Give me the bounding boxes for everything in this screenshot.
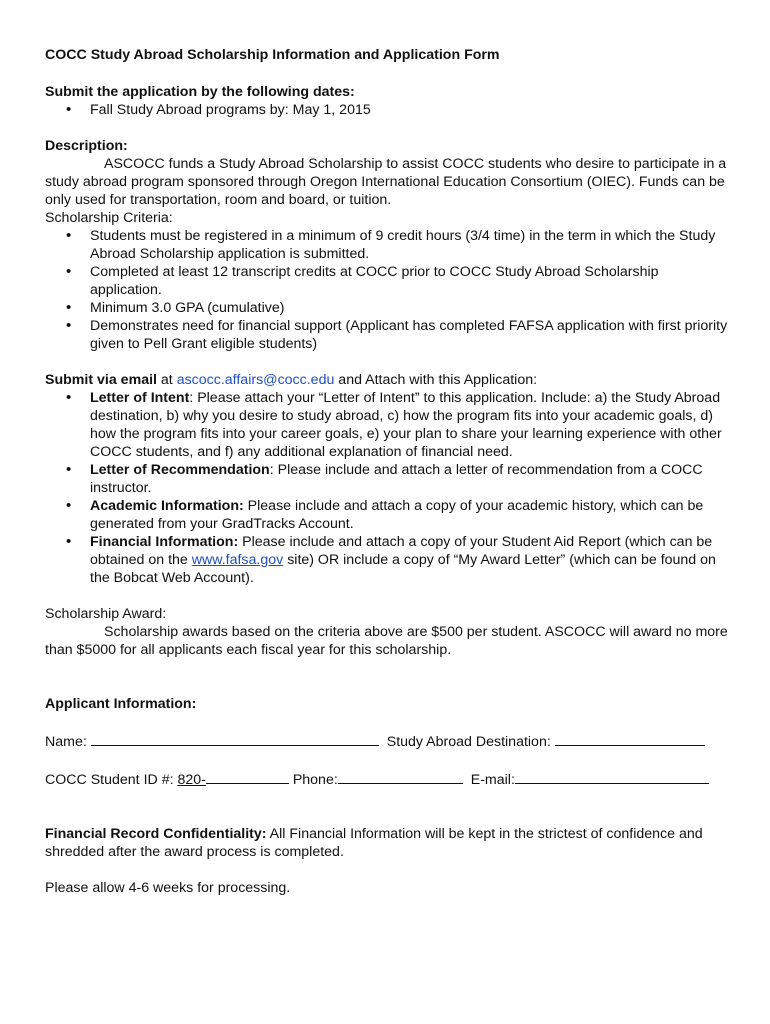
student-id-prefix: 820- — [177, 772, 206, 788]
list-item: • Fall Study Abroad programs by: May 1, 2015 — [90, 101, 730, 119]
submit-at: at — [156, 372, 177, 388]
dates-list — [45, 101, 730, 119]
list-item — [90, 389, 730, 461]
processing-note: Please allow 4-6 weeks for processing. — [45, 880, 291, 896]
name-destination-row — [45, 731, 730, 751]
destination-field[interactable] — [555, 731, 705, 746]
name-label: Name: — [45, 734, 91, 750]
dates-heading: Submit the application by the following dates: — [45, 84, 355, 100]
list-item — [90, 461, 730, 497]
list-item: • Demonstrates need for financial support (Applicant has completed FAFSA application with first priority given to Pell Grant eligible students) — [90, 317, 730, 353]
email-field[interactable] — [515, 769, 709, 784]
list-item: • Minimum 3.0 GPA (cumulative) — [90, 299, 730, 317]
description-paragraph: ASCOCC funds a Study Abroad Scholarship to assist COCC students who desire to participate in a study abroad program sponsored through Oregon International Education Consortium (OIEC). Funds can be only used for transportation, room and board, or tuition. — [45, 156, 727, 208]
id-phone-email-row — [45, 769, 730, 789]
list-item — [90, 533, 730, 587]
attachment-text: : Please attach your “Letter of Intent” to this application. Include: a) the Study Abroad destination, b) why you desire to study abroad, c) how the program fits into your academic goals, d) how the program fits into your career goals, e) your plan to share your learning experience with other COCC students, and f) any additional explanation of financial need. — [90, 390, 722, 460]
student-id-field[interactable] — [206, 769, 289, 784]
attachment-label: Letter of Recommendation — [90, 462, 270, 478]
confidentiality-label: Financial Record Confidentiality: — [45, 826, 267, 842]
student-id-label: COCC Student ID #: — [45, 772, 178, 788]
submit-email-link[interactable]: ascocc.affairs@cocc.edu — [176, 372, 335, 388]
name-field[interactable] — [91, 731, 379, 746]
attachment-text: Please include and attach a copy of your Student Aid Report (which can be obtained on the — [90, 534, 713, 568]
submit-lead: Submit via email — [45, 372, 157, 388]
attachment-text: site) OR include a copy of “My Award Letter” (which can be found on the Bobcat Web Account). — [90, 552, 716, 586]
applicant-heading: Applicant Information: — [45, 696, 197, 712]
attachment-label: Financial Information: — [90, 534, 239, 550]
list-item — [90, 497, 730, 533]
submit-instruction — [45, 371, 730, 389]
award-paragraph: Scholarship awards based on the criteria above are $500 per student. ASCOCC will award no more than $5000 for all applicants each fiscal year for this scholarship. — [45, 624, 728, 658]
phone-label: Phone: — [288, 772, 338, 788]
attachment-text: : Please include and attach a letter of recommendation from a COCC instructor. — [90, 462, 703, 496]
attachment-label: Letter of Intent — [90, 390, 190, 406]
criteria-list — [45, 227, 730, 353]
document-page — [45, 46, 730, 897]
attachments-list — [45, 389, 730, 587]
submit-lead-rest: and Attach with this Application: — [334, 372, 538, 388]
award-label: Scholarship Award: — [45, 606, 167, 622]
destination-label: Study Abroad Destination: — [386, 734, 555, 750]
fafsa-link[interactable]: www.fafsa.gov — [191, 552, 284, 568]
attachment-text: Please include and attach a copy of your academic history, which can be generated from your GradTracks Account. — [90, 498, 704, 532]
phone-field[interactable] — [338, 769, 463, 784]
criteria-label: Scholarship Criteria: — [45, 210, 173, 226]
attachment-label: Academic Information: — [90, 498, 244, 514]
confidentiality-paragraph — [45, 825, 730, 861]
list-item: • Students must be registered in a minimum of 9 credit hours (3/4 time) in the term in which the Study Abroad Scholarship application is submitted. — [90, 227, 730, 263]
email-label: E-mail: — [466, 772, 515, 788]
document-title: COCC Study Abroad Scholarship Information and Application Form — [45, 47, 500, 63]
list-item: • Completed at least 12 transcript credits at COCC prior to COCC Study Abroad Scholarship application. — [90, 263, 730, 299]
description-heading: Description: — [45, 138, 128, 154]
confidentiality-text: All Financial Information will be kept in the strictest of confidence and shredded after the award process is completed. — [45, 826, 703, 860]
